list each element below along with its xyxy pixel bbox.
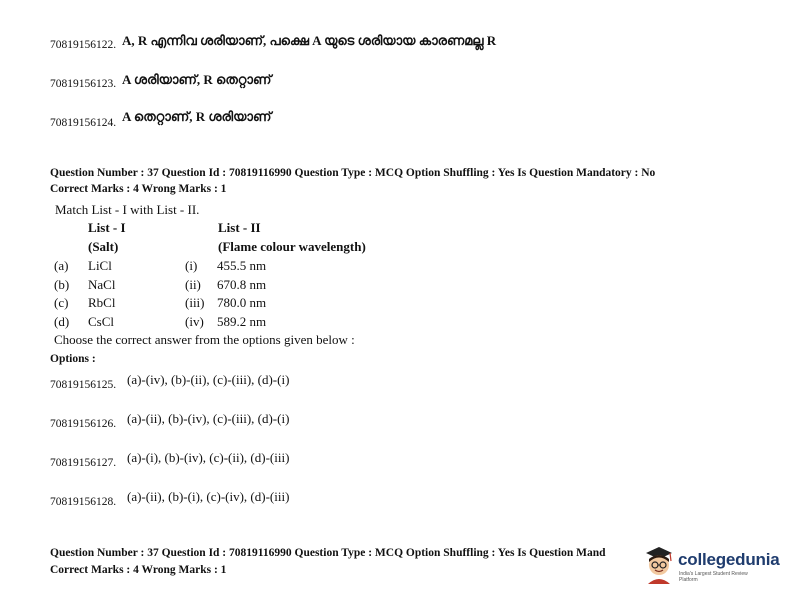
option-id: 70819156124. (50, 117, 117, 129)
option-text: A, R എന്നിവ ശരിയാണ്, പക്ഷെ A യുടെ ശരിയായ കാരണമല്ല R (122, 33, 497, 48)
option-text: (a)-(ii), (b)-(i), (c)-(iv), (d)-(iii) (127, 489, 290, 504)
choose-instruction: Choose the correct answer from the options given below : (54, 332, 355, 347)
wavelength-value: 670.8 nm (217, 276, 267, 292)
option-id: 70819156123. (50, 78, 117, 90)
option-text: (a)-(iv), (b)-(ii), (c)-(iii), (d)-(i) (127, 372, 290, 387)
next-question-header: Question Number : 37 Question Id : 70819116990 Question Type : MCQ Option Shuffling : Yes Is Question Mand (50, 547, 606, 559)
option-text: (a)-(ii), (b)-(iv), (c)-(iii), (d)-(i) (127, 411, 290, 426)
row-roman: (iv) (185, 313, 204, 329)
wavelength-value: 589.2 nm (217, 313, 267, 329)
option-id: 70819156127. (50, 457, 117, 469)
logo-tagline: India's Largest Student Review Platform (679, 571, 748, 583)
row-label: (a) (54, 258, 69, 273)
list1-title: List - I (88, 220, 126, 235)
row-label: (b) (54, 276, 70, 292)
option-id: 70819156122. (50, 39, 117, 51)
student-mascot-icon (642, 544, 676, 584)
next-question-marks: Correct Marks : 4 Wrong Marks : 1 (50, 564, 227, 576)
list2-subtitle: (Flame colour wavelength) (218, 239, 366, 254)
collegedunia-logo[interactable] (642, 544, 780, 584)
options-label: Options : (50, 353, 96, 365)
row-label: (c) (54, 295, 69, 310)
row-roman: (iii) (185, 295, 205, 310)
wavelength-value: 780.0 nm (217, 295, 267, 310)
option-text: A ശരിയാണ്, R തെറ്റാണ് (122, 72, 272, 87)
question-header: Question Number : 37 Question Id : 70819116990 Question Type : MCQ Option Shuffling : Yes Is Question Mandatory : No (50, 167, 656, 179)
option-id: 70819156128. (50, 496, 117, 508)
question-stem: Match List - I with List - II. (55, 202, 200, 217)
list1-subtitle: (Salt) (88, 239, 119, 254)
row-roman: (i) (185, 258, 198, 273)
list2-title: List - II (218, 220, 261, 235)
option-id: 70819156126. (50, 418, 117, 430)
wavelength-value: 455.5 nm (217, 258, 267, 273)
logo-brand-text: collegedunia (678, 550, 780, 569)
question-marks: Correct Marks : 4 Wrong Marks : 1 (50, 183, 227, 195)
salt-name: RbCl (88, 295, 116, 310)
salt-name: CsCl (88, 313, 115, 329)
row-label: (d) (54, 313, 70, 329)
option-id: 70819156125. (50, 379, 117, 391)
row-roman: (ii) (185, 276, 201, 292)
option-text: (a)-(i), (b)-(iv), (c)-(ii), (d)-(iii) (127, 450, 290, 465)
salt-name: NaCl (88, 276, 116, 292)
salt-name: LiCl (88, 258, 112, 273)
option-text: A തെറ്റാണ്, R ശരിയാണ് (122, 109, 272, 124)
